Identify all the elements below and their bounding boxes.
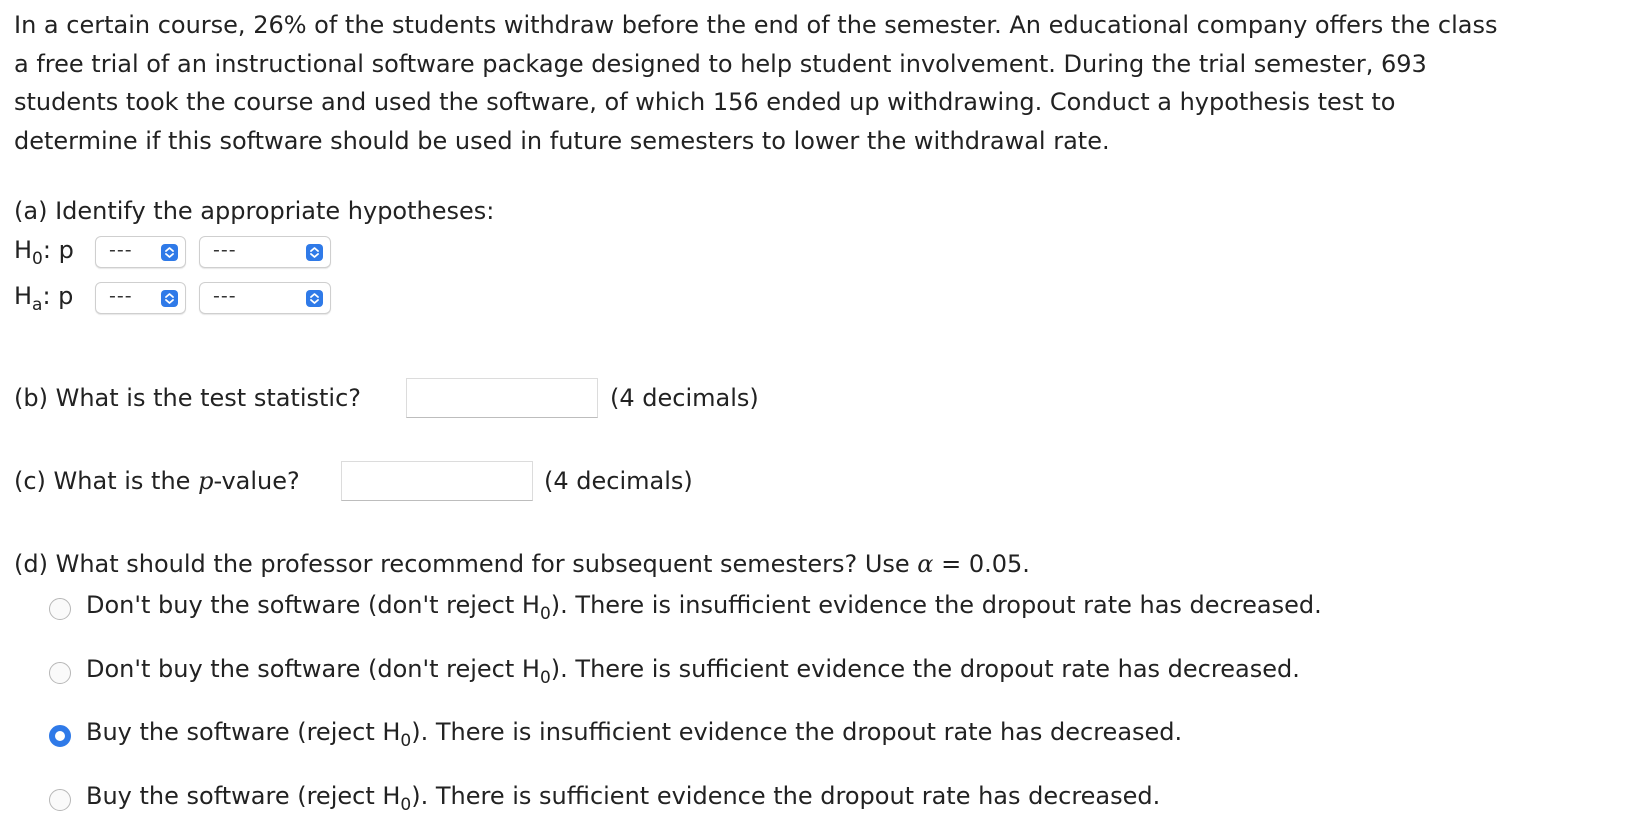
chevron-up-down-icon <box>161 290 178 307</box>
option-4-label[interactable]: Buy the software (reject $H_0$). There is sufficient evidence the dropout rate has decreased. <box>86 782 1161 815</box>
intro-line: determine if this software should be used in future semesters to lower the withdrawal rate. <box>14 126 1110 155</box>
h0-label: $H_0$: p <box>14 236 74 269</box>
ha-operator-select[interactable]: --- <box>95 282 186 314</box>
intro-line: a free trial of an instructional software package designed to help student involvement. During the trial semester, 693 <box>14 49 1427 78</box>
p-value-input[interactable] <box>341 461 533 501</box>
part-a-label: (a) Identify the appropriate hypotheses: <box>14 197 495 225</box>
h0-operator-select[interactable]: --- <box>95 236 186 268</box>
option-2-radio[interactable] <box>49 662 71 684</box>
part-b-label: (b) What is the test statistic? <box>14 384 362 412</box>
intro-line: students took the course and used the software, of which 156 ended up withdrawing. Conduct a hypothesis test to <box>14 88 1396 116</box>
test-statistic-input[interactable] <box>406 378 598 418</box>
chevron-up-down-icon <box>306 244 323 261</box>
ha-value-select[interactable]: --- <box>199 282 331 314</box>
problem-statement <box>14 6 1644 160</box>
option-4-radio[interactable] <box>49 789 71 811</box>
part-d-question: (d) What should the professor recommend for subsequent semesters? Use α = 0.05. <box>14 550 1030 578</box>
chevron-up-down-icon <box>306 290 323 307</box>
option-2-label[interactable]: Don't buy the software (don't reject $H_0$). There is sufficient evidence the dropout rate has decreased. <box>86 655 1300 688</box>
option-1-label[interactable]: Don't buy the software (don't reject $H_0$). There is insufficient evidence the dropout rate has decreased. <box>86 591 1322 624</box>
part-b-hint: (4 decimals) <box>610 384 759 412</box>
part-c-hint: (4 decimals) <box>544 467 693 495</box>
option-1-radio[interactable] <box>49 598 71 620</box>
h0-value-select[interactable]: --- <box>199 236 331 268</box>
intro-line: In a certain course, 26% of the students withdraw before the end of the semester. An educational company offers the class <box>14 11 1498 39</box>
ha-label: $H_a$: p <box>14 282 74 315</box>
chevron-up-down-icon <box>161 244 178 261</box>
option-3-radio[interactable] <box>49 725 71 747</box>
option-3-label[interactable]: Buy the software (reject $H_0$). There is insufficient evidence the dropout rate has decreased. <box>86 718 1183 751</box>
part-c-label: (c) What is the p-value? <box>14 467 300 495</box>
